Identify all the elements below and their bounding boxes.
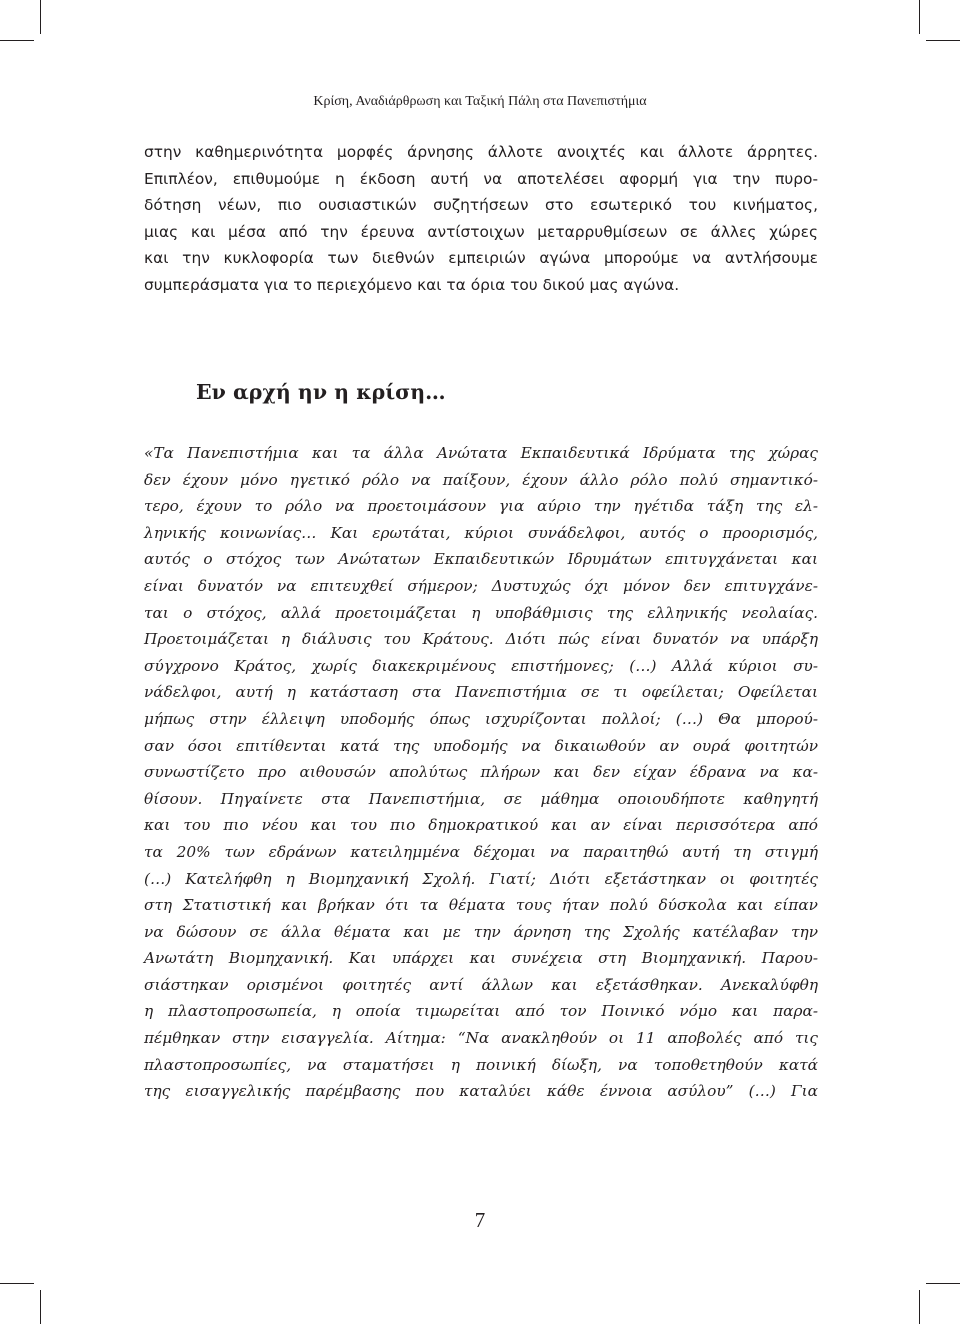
intro-paragraph — [144, 139, 818, 299]
text-line: Επιπλέον, επιθυμούμε η έκδοση αυτή να αποτελέσει αφορμή για την πυρο- — [144, 169, 818, 188]
quote-line: συνωστίζετο προ αιθουσών απολύτως πλήρων και δεν είχαν έδρανα να κα- — [144, 763, 818, 782]
quote-line: να δώσουν σε άλλα θέματα και με την άρνηση της Σχολής κατέλαβαν την — [144, 922, 818, 941]
quote-line: δεν έχουν μόνο ηγετικό ρόλο να παίξουν, έχουν άλλο ρόλο πολύ σημαντικό- — [144, 470, 818, 489]
text-line: και την κυκλοφορία των διεθνών εμπειριών αγώνα μπορούμε να αντλήσουμε — [144, 249, 818, 268]
section-title: Εν αρχή ην η κρίση… — [196, 380, 446, 404]
quote-line: νάδελφοι, αυτή η κατάσταση στα Πανεπιστήμια σε τι οφείλεται; Οφείλεται — [144, 683, 818, 702]
crop-mark — [40, 1290, 41, 1324]
text-line: μιας και μέσα από την έρευνα αντίστοιχων μεταρρυθμίσεων σε άλλες χώρες — [144, 222, 818, 241]
quote-line: σιάστηκαν ορισμένοι φοιτητές αντί άλλων και εξετάσθηκαν. Ανεκαλύφθη — [144, 975, 818, 994]
quote-line: (…) Κατελήφθη η Βιομηχανική Σχολή. Γιατί; Διότι εξετάστηκαν οι φοιτητές — [144, 869, 818, 888]
quote-line: πλαστοπροσωπίες, να σταματήσει η ποινική δίωξη, να τοποθετηθούν κατά — [144, 1055, 818, 1074]
quote-paragraph — [144, 440, 818, 1105]
quote-line: στη Στατιστική και βρήκαν ότι τα θέματα τους ήταν πολύ δύσκολα και είπαν — [144, 896, 818, 915]
quote-line: τερο, έχουν το ρόλο να προετοιμάσουν για αύριο την ηγέτιδα τάξη της ελ- — [144, 497, 818, 516]
crop-mark — [926, 40, 960, 41]
quote-line: πέμθηκαν στην εισαγγελία. Αίτημα: “Να ανακληθούν οι 11 αποβολές από τις — [144, 1029, 818, 1048]
quote-line: Προετοιμάζεται η διάλυσις του Κράτους. Διότι πώς είναι δυνατόν να υπάρξη — [144, 630, 818, 649]
crop-mark — [926, 1283, 960, 1284]
quote-line: σαν όσοι επιτίθενται κατά της υποδομής να δικαιωθούν αν ουρά φοιτητών — [144, 736, 818, 755]
quote-line: ληνικής κοινωνίας… Και ερωτάται, κύριοι συνάδελφοι, αυτός ο προορισμός, — [144, 523, 818, 542]
quote-line: τα 20% των εδράνων κατειλημμένα δέχομαι να παραιτηθώ αυτή τη στιγμή — [144, 842, 818, 861]
quote-line: μήπως στην έλλειψη υποδομής όπως ισχυρίζονται πολλοί; (…) Θα μπορού- — [144, 709, 818, 728]
text-line: στην καθημερινότητα μορφές άρνησης άλλοτε ανοιχτές και άλλοτε άρρητες. — [144, 143, 818, 161]
quote-line: είναι δυνατόν να επιτευχθεί σήμερον; Δυστυχώς όχι μόνον δεν επιτυγχάνε- — [144, 576, 818, 595]
page-number: 7 — [474, 1208, 486, 1232]
quote-line: και του πιο νέου και του πιο δημοκρατικού και αν είναι περισσότερα από — [144, 816, 818, 835]
text-line: συμπεράσματα για το περιεχόμενο και τα όρια του δικού μας αγώνα. — [144, 275, 680, 294]
quote-line: η πλαστοπροσωπεία, η οποία τιμωρείται από τον Ποινικό νόμο και παρα- — [144, 1002, 818, 1021]
quote-line: Ανωτάτη Βιομηχανική. Και υπάρχει και συνέχεια στη Βιομηχανική. Παρου- — [144, 949, 818, 968]
quote-line: «Τα Πανεπιστήμια και τα άλλα Ανώτατα Εκπαιδευτικά Ιδρύματα της χώρας — [144, 444, 818, 462]
text-line: δότηση νέων, πιο ουσιαστικών συζητήσεων στο εσωτερικό του κινήματος, — [144, 196, 818, 215]
quote-line: αυτός ο στόχος των Ανώτατων Εκπαιδευτικών Ιδρυμάτων επιτυγχάνεται και — [144, 550, 818, 569]
running-head: Κρίση, Αναδιάρθρωση και Ταξική Πάλη στα Πανεπιστήμια — [313, 94, 647, 109]
quote-line: θίσουν. Πηγαίνετε στα Πανεπιστήμια, σε μάθημα οποιουδήποτε καθηγητή — [144, 789, 818, 808]
quote-line: ται ο στόχος, αλλά προετοιμάζεται η υποβάθμισις της ελληνικής νεολαίας. — [144, 603, 818, 622]
crop-mark — [919, 1290, 920, 1324]
crop-mark — [40, 0, 41, 34]
crop-mark — [919, 0, 920, 34]
crop-mark — [0, 1283, 34, 1284]
quote-line: σύγχρονο Κράτος, χωρίς διακεκριμένους επιστήμονες; (…) Αλλά κύριοι συ- — [144, 656, 818, 675]
quote-line: της εισαγγελικής παρέμβασης που καταλύει κάθε έννοια ασύλου” (…) Για — [144, 1082, 818, 1101]
crop-mark — [0, 40, 34, 41]
